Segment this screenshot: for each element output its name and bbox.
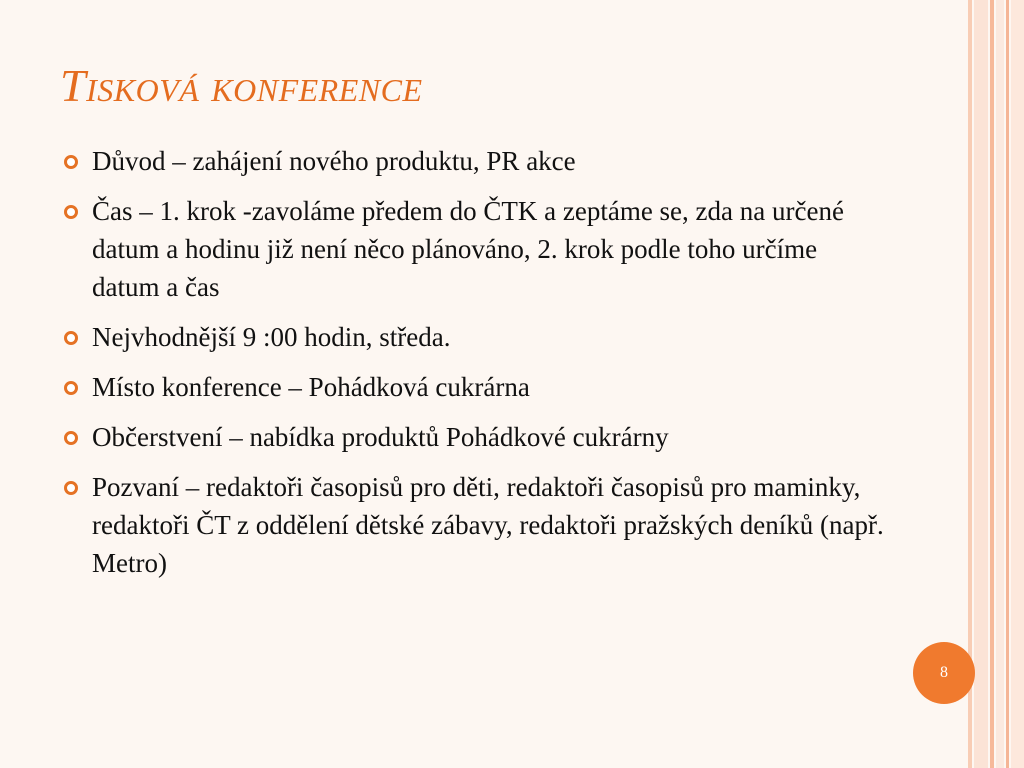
page-number-badge — [913, 642, 975, 704]
list-item-text: Důvod – zahájení nového produktu, PR akce — [92, 146, 576, 176]
bullet-icon — [64, 155, 78, 169]
list-item-text: Místo konference – Pohádková cukrárna — [92, 372, 530, 402]
decorative-stripes — [968, 0, 1024, 768]
stripe — [1006, 0, 1009, 768]
slide-title: Tisková konference — [60, 60, 423, 111]
stripe — [990, 0, 994, 768]
list-item — [64, 468, 884, 582]
list-item — [64, 368, 884, 406]
stripe — [996, 0, 1004, 768]
bullet-icon — [64, 205, 78, 219]
bullet-icon — [64, 381, 78, 395]
bullet-icon — [64, 481, 78, 495]
list-item-text: Čas – 1. krok -zavoláme předem do ČTK a zeptáme se, zda na určené datum a hodinu již není něco plánováno, 2. krok podle toho určíme datum a čas — [92, 196, 844, 302]
bullet-icon — [64, 331, 78, 345]
stripe — [1011, 0, 1024, 768]
list-item-text: Občerstvení – nabídka produktů Pohádkové cukrárny — [92, 422, 669, 452]
list-item-text: Nejvhodnější 9 :00 hodin, středa. — [92, 322, 451, 352]
stripe — [974, 0, 988, 768]
list-item — [64, 318, 884, 356]
page-number: 8 — [940, 664, 948, 681]
list-item-text: Pozvaní – redaktoři časopisů pro děti, redaktoři časopisů pro maminky, redaktoři ČT z oddělení dětské zábavy, redaktoři pražských deníků (např. Metro) — [92, 472, 884, 578]
bullet-icon — [64, 431, 78, 445]
list-item — [64, 192, 884, 306]
list-item — [64, 418, 884, 456]
bullet-list — [64, 142, 884, 594]
stripe — [968, 0, 972, 768]
list-item — [64, 142, 884, 180]
